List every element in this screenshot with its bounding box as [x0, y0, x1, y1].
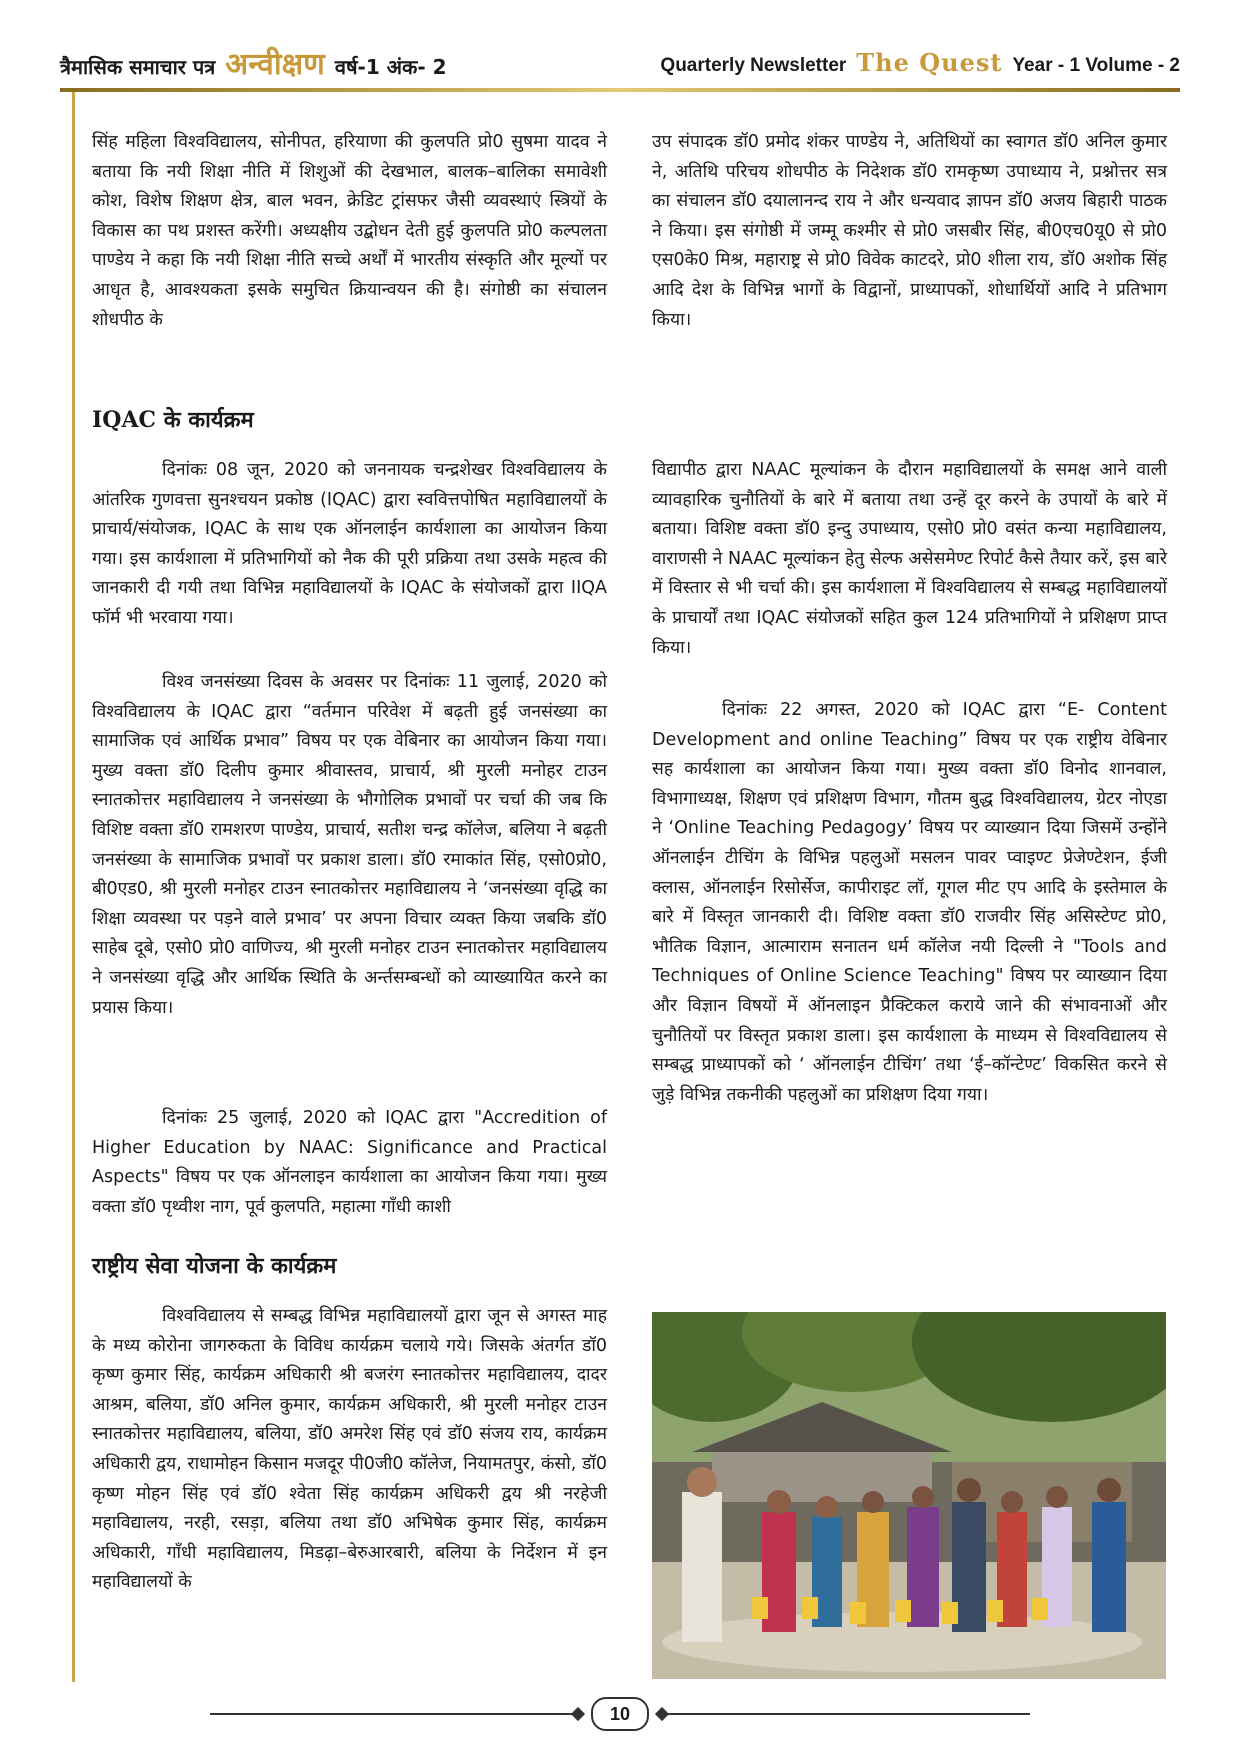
nss-heading: राष्ट्रीय सेवा योजना के कार्यक्रम: [92, 1253, 337, 1279]
iqac-heading: IQAC के कार्यक्रम: [92, 407, 254, 433]
photo-illustration: [652, 1312, 1166, 1679]
header-english-brand: The Quest: [856, 47, 1003, 77]
iqac-paragraph-2: विश्व जनसंख्या दिवस के अवसर पर दिनांकः 11 जुलाई, 2020 को विश्वविद्यालय के IQAC द्वारा “वर्तमान परिवेश में बढ़ती हुई जनसंख्या का सामाजिक एवं आर्थिक प्रभाव” विषय पर एक वेबिनार का आयोजन किया गया। मुख्य वक्ता डॉ0 दिलीप कुमार श्रीवास्तव, प्राचार्य, श्री मुरली मनोहर टाउन स्नातकोत्तर महाविद्यालय ने जनसंख्या के भौगोलिक प्रभावों पर चर्चा की जब कि विशिष्ट वक्ता डॉ0 रामशरण पाण्डेय, प्राचार्य, सतीश चन्द्र कॉलेज, बलिया ने बढ़ती जनसंख्या के सामाजिक प्रभावों पर प्रकाश डाला। डॉ0 रमाकांत सिंह, एसो0प्रो0, बी0एड0, श्री मुरली मनोहर टाउन स्नातकोत्तर महाविद्यालय ने ‘जनसंख्या वृद्धि का शिक्षा व्यवस्था पर पड़ने वाले प्रभाव’ पर अपना विचार व्यक्त किया जबकि डॉ0 साहेब दूबे, एसो0 प्रो0 वाणिज्य, श्री मुरली मनोहर टाउन स्नातकोत्तर महाविद्यालय ने जनसंख्या वृद्धि और आर्थिक स्थिति के अर्न्तसम्बन्धों को व्याख्यायित करने का प्रयास किया।: [92, 672, 607, 1018]
header-english-title: [660, 48, 1180, 77]
header-gold-rule: [60, 88, 1180, 92]
header-hindi-prefix: त्रैमासिक समाचार पत्र: [60, 54, 216, 79]
iqac-paragraph-5: दिनांकः 22 अगस्त, 2020 को IQAC द्वारा “E- Content Development and online Teaching” विषय पर एक राष्ट्रीय वेबिनार सह कार्यशाला का आयोजन किया गया। मुख्य वक्ता डॉ0 विनोद शानवाल, विभागाध्यक्ष, शिक्षण एवं प्रशिक्षण विभाग, गौतम बुद्ध विश्वविद्यालय, ग्रेटर नोएडा ने ‘Online Teaching Pedagogy’ विषय पर व्याख्यान दिया जिसमें उन्होंने ऑनलाईन टीचिंग के विभिन्न पहलुओं मसलन पावर प्वाइण्ट प्रेजेण्टेशन, ईजी क्लास, ऑनलाईन रिसोर्सेज, कापीराइट लॉ, गूगल मीट एप आदि के इस्तेमाल के बारे में विस्तृत जानकारी दी। विशिष्ट वक्ता डॉ0 राजवीर सिंह असिस्टेण्ट प्रो0, भौतिक विज्ञान, आत्माराम सनातन धर्म कॉलेज नयी दिल्ली ने "Tools and Techniques of Online Science Teaching" विषय पर व्याख्यान दिया और विज्ञान विषयों में ऑनलाइन प्रैक्टिकल कराये जाने की संभावनाओं और चुनौतियों पर विस्तृत प्रकाश डाला। इस कार्यशाला के माध्यम से विश्वविद्यालय से सम्बद्ध प्राध्यापकों को ‘ ऑनलाईन टीचिंग’ तथा ‘ई–कॉन्टेण्ट’ विकसित करने से जुड़े विभिन्न तकनीकी पहलुओं का प्रशिक्षण दिया गया।: [652, 700, 1167, 1105]
page-footer: [210, 1694, 1030, 1734]
nss-paragraph-1: विश्वविद्यालय से सम्बद्ध विभिन्न महाविद्यालयों द्वारा जून से अगस्त माह के मध्य कोरोना जागरुकता के विविध कार्यक्रम चलाये गये। जिसके अंतर्गत डॉ0 कृष्ण कुमार सिंह, कार्यक्रम अधिकारी श्री बजरंग स्नातकोत्तर महाविद्यालय, दादर आश्रम, बलिया, डॉ0 अनिल कुमार, कार्यक्रम अधिकारी, श्री मुरली मनोहर टाउन स्नातकोत्तर महाविद्यालय, बलिया, डॉ0 अमरेश सिंह एवं डॉ0 संजय राय, कार्यक्रम अधिकारी द्वय, राधामोहन किसान मजदूर पी0जी0 कॉलेज, नियामतपुर, कंसो, डॉ0 कृष्ण मोहन सिंह एवं डॉ0 श्वेता सिंह कार्यक्रम अधिकरी द्वय श्री नरहेजी महाविद्यालय, नरही, रसड़ा, बलिया तथा डॉ0 अभिषेक कुमार सिंह, कार्यक्रम अधिकारी, गाँधी महाविद्यालय, मिडढ़ा–बेरुआरबारी, बलिया के निर्देशन में इन महाविद्यालयों के: [92, 1306, 607, 1593]
header-english-suffix: Year - 1 Volume - 2: [1012, 54, 1180, 76]
header-hindi-title: [60, 42, 447, 83]
iqac-paragraph-1: दिनांकः 08 जून, 2020 को जननायक चन्द्रशेखर विश्वविद्यालय के आंतरिक गुणवत्ता सुनश्चयन प्रकोष्ठ (IQAC) द्वारा स्ववित्तपोषित महाविद्यालयों के प्राचार्य/संयोजक, IQAC के साथ एक ऑनलाईन कार्यशाला का आयोजन किया गया। इस कार्यशाला में प्रतिभागियों को नैक की पूरी प्रक्रिया तथा उसके महत्व की जानकारी दी गयी तथा विभिन्न महाविद्यालयों के IQAC के संयोजकों द्वारा IIQA फॉर्म भी भरवाया गया।: [92, 460, 607, 628]
iqac-paragraph-4: विद्यापीठ द्वारा NAAC मूल्यांकन के दौरान महाविद्यालयों के समक्ष आने वाली व्यावहारिक चुनौतियों के बारे में बताया तथा उन्हें दूर करने के उपायों के बारे में बताया। विशिष्ट वक्ता डॉ0 इन्दु उपाध्याय, एसो0 प्रो0 वसंत कन्या महाविद्यालय, वाराणसी ने NAAC मूल्यांकन हेतु सेल्फ असेसमेण्ट रिपोर्ट कैसे तैयार करें, इस बारे में विस्तार से भी चर्चा की। इस कार्यशाला में विश्वविद्यालय से सम्बद्ध महाविद्यालयों के प्राचार्यों तथा IQAC संयोजकों सहित कुल 124 प्रतिभागियों ने प्रशिक्षण प्राप्त किया।: [652, 460, 1167, 658]
header-english-prefix: Quarterly Newsletter: [660, 54, 847, 76]
intro-paragraph-left: सिंह महिला विश्वविद्यालय, सोनीपत, हरियाणा की कुलपति प्रो0 सुषमा यादव ने बताया कि नयी शिक्षा नीति में शिशुओं की देखभाल, बालक–बालिका समावेशी कोश, विशेष शिक्षण क्षेत्र, बाल भवन, क्रेडिट ट्रांसफर जैसी व्यवस्थाएं स्त्रियों के विकास का पथ प्रशस्त करेंगी। अध्यक्षीय उद्बोधन देती हुई कुलपति प्रो0 कल्पलता पाण्डेय ने कहा कि नयी शिक्षा नीति सच्चे अर्थों में भारतीय संस्कृति और मूल्यों पर आधृत है, आवश्यकता इसके समुचित क्रियान्वयन की है। संगोष्ठी का संचालन शोधपीठ के: [92, 132, 607, 330]
footer-line-left: [210, 1713, 573, 1715]
left-margin-rule: [72, 92, 75, 1682]
header-hindi-brand: अन्वीक्षण: [225, 46, 325, 82]
page-header: [60, 40, 1180, 84]
footer-line-right: [667, 1713, 1030, 1715]
header-hindi-suffix: वर्ष-1 अंक- 2: [334, 54, 447, 79]
intro-paragraph-right: उप संपादक डॉ0 प्रमोद शंकर पाण्डेय ने, अतिथियों का स्वागत डॉ0 अनिल कुमार ने, अतिथि परिचय शोधपीठ के निदेशक डॉ0 रामकृष्ण उपाध्याय ने, प्रश्नोत्तर सत्र का संचालन डॉ0 दयालानन्द राय ने और धन्यवाद ज्ञापन डॉ0 अजय बिहारी पाठक ने किया। इस संगोष्ठी में जम्मू कश्मीर से प्रो0 जसबीर सिंह, बी0एच0यू0 से प्रो0 एस0के0 मिश्र, महाराष्ट्र से प्रो0 विवेक काटदरे, प्रो0 शीला राय, डॉ0 अशोक सिंह आदि देश के विभिन्न भागों के विद्वानों, प्राध्यापकों, शोधार्थियों आदि ने प्रतिभाग किया।: [652, 132, 1167, 330]
footer-ornament-right: [655, 1707, 669, 1721]
page-number: 10: [591, 1697, 649, 1731]
iqac-paragraph-3: दिनांकः 25 जुलाई, 2020 को IQAC द्वारा "Accredition of Higher Education by NAAC: Significance and Practical Aspects" विषय पर एक ऑनलाइन कार्यशाला का आयोजन किया गया। मुख्य वक्ता डॉ0 पृथ्वीश नाग, पूर्व कुलपति, महात्मा गाँधी काशी: [92, 1108, 607, 1217]
footer-ornament-left: [571, 1707, 585, 1721]
nss-event-photo: [652, 1312, 1166, 1679]
